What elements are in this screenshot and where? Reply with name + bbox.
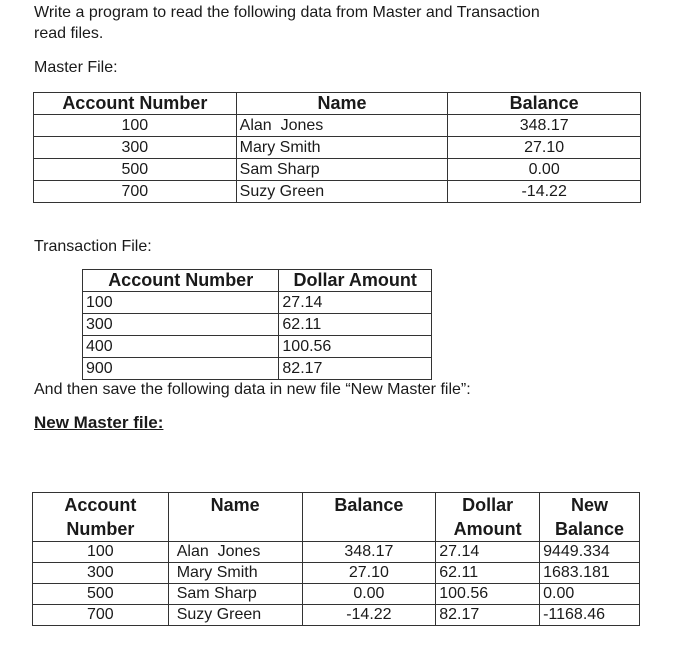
new-master-file-label: New Master file: [34,413,164,432]
table-row [83,358,432,380]
cell-account: 300 [33,563,169,584]
table-row [33,563,640,584]
intro-line-2: read files. [34,25,104,42]
cell-balance: 348.17 [302,542,436,563]
cell-name: Alan Jones [168,542,302,563]
transaction-file-label: Transaction File: [34,238,152,255]
cell-account: 500 [33,584,169,605]
new-master-table [32,492,640,626]
column-header: Balance [448,93,641,115]
cell-name: Sam Sharp [168,584,302,605]
column-header: Account Number [34,93,237,115]
column-header [33,493,169,542]
transaction-table [82,269,432,380]
cell-account: 400 [83,336,279,358]
column-header [168,493,302,542]
cell-account: 700 [34,181,237,203]
table-row [34,137,641,159]
cell-balance: 348.17 [448,115,641,137]
cell-account: 500 [34,159,237,181]
cell-balance: -14.22 [448,181,641,203]
cell-balance: 27.10 [448,137,641,159]
column-header: Account Number [83,270,279,292]
table-row [34,115,641,137]
cell-new-balance: -1168.46 [540,605,640,626]
cell-amount: 100.56 [436,584,540,605]
cell-amount: 27.14 [436,542,540,563]
save-instruction: And then save the following data in new file “New Master file”: [34,381,471,398]
cell-account: 700 [33,605,169,626]
cell-name: Mary Smith [168,563,302,584]
cell-amount: 62.11 [436,563,540,584]
table-row [34,159,641,181]
column-header: Dollar Amount [279,270,432,292]
cell-balance: 0.00 [448,159,641,181]
cell-name: Suzy Green [168,605,302,626]
table-row [83,336,432,358]
column-header-label: Name [210,495,260,515]
cell-amount: 27.14 [279,292,432,314]
column-header-label: Account Number [64,495,137,539]
cell-new-balance: 1683.181 [540,563,640,584]
cell-name: Mary Smith [236,137,448,159]
column-header-label: Balance [334,495,404,515]
cell-account: 100 [34,115,237,137]
cell-amount: 82.17 [279,358,432,380]
cell-account: 100 [83,292,279,314]
column-header-label: Dollar Amount [453,495,522,539]
cell-account: 100 [33,542,169,563]
master-table [33,92,641,203]
cell-name: Alan Jones [236,115,448,137]
table-row [33,542,640,563]
cell-amount: 82.17 [436,605,540,626]
table-header-row [34,93,641,115]
master-file-label: Master File: [34,59,118,76]
table-header-row [33,493,640,542]
column-header [436,493,540,542]
cell-balance: 0.00 [302,584,436,605]
cell-name: Suzy Green [236,181,448,203]
cell-new-balance: 0.00 [540,584,640,605]
cell-amount: 62.11 [279,314,432,336]
cell-amount: 100.56 [279,336,432,358]
table-header-row [83,270,432,292]
cell-account: 300 [83,314,279,336]
table-row [34,181,641,203]
cell-balance: 27.10 [302,563,436,584]
cell-balance: -14.22 [302,605,436,626]
intro-line-1: Write a program to read the following data from Master and Transaction [34,4,540,21]
table-row [33,584,640,605]
table-row [83,292,432,314]
column-header [540,493,640,542]
cell-name: Sam Sharp [236,159,448,181]
table-row [33,605,640,626]
table-row [83,314,432,336]
cell-account: 900 [83,358,279,380]
column-header: Name [236,93,448,115]
column-header [302,493,436,542]
cell-new-balance: 9449.334 [540,542,640,563]
cell-account: 300 [34,137,237,159]
column-header-label: New Balance [555,495,625,539]
